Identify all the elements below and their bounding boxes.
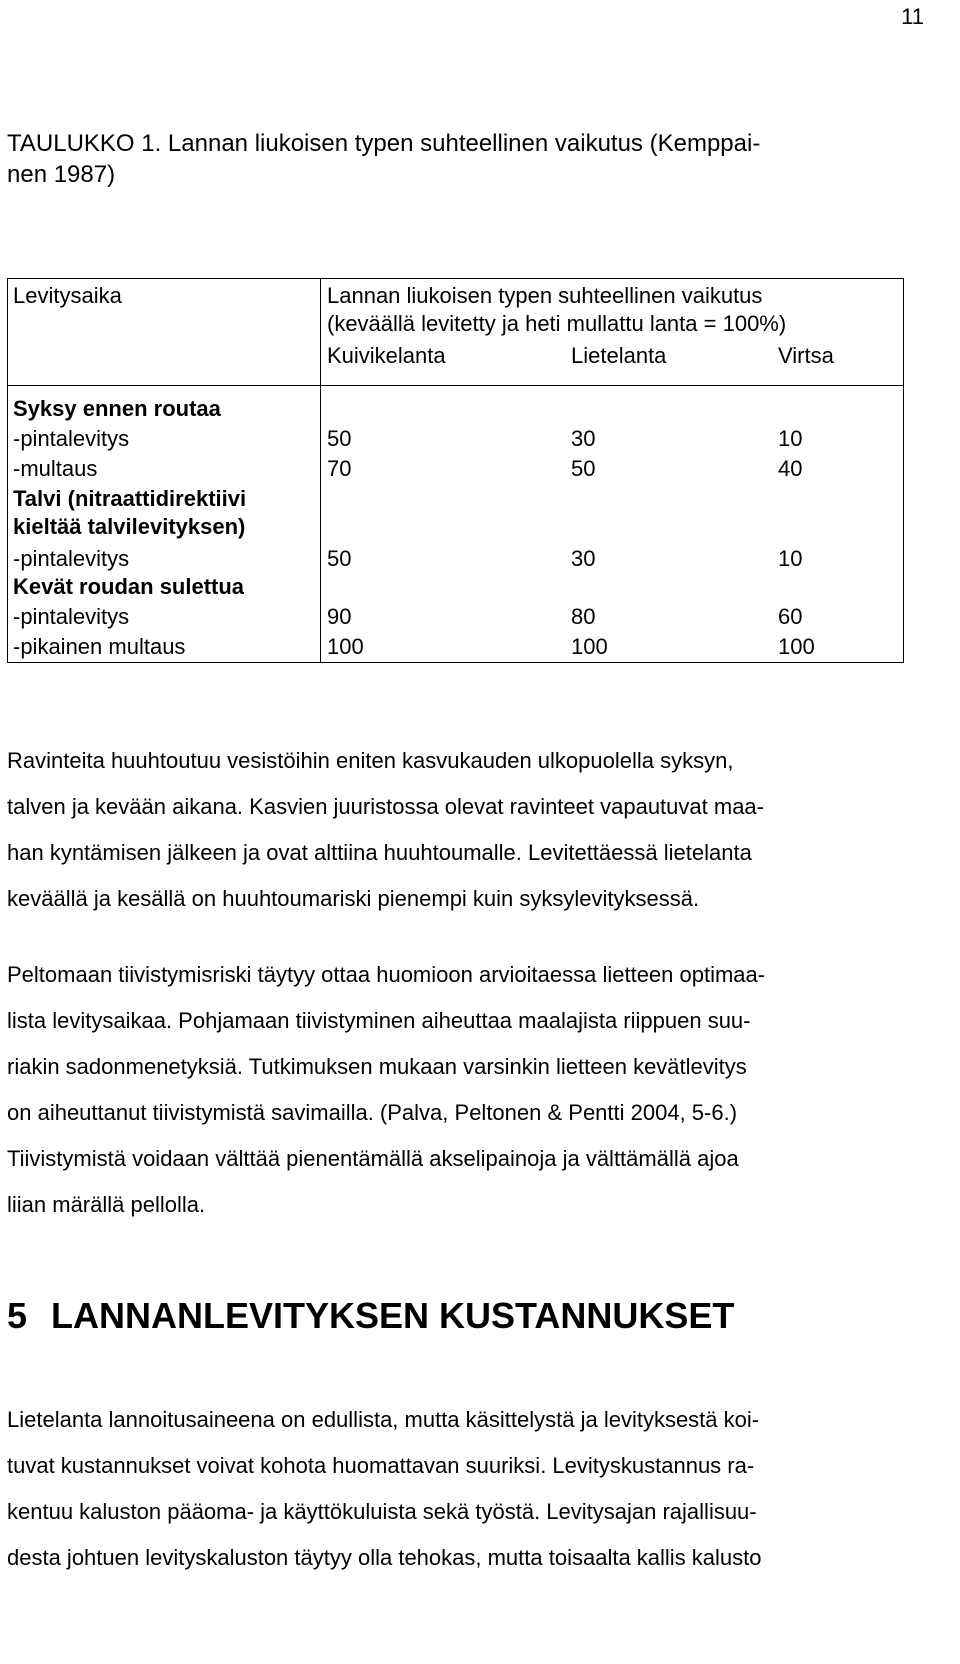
text-line: riakin sadonmenetyksiä. Tutkimuksen mukaan varsinkin lietteen kevätlevitys (7, 1054, 747, 1079)
paragraph-huuhtoutuminen (7, 738, 887, 922)
row-label: -multaus (13, 456, 98, 481)
group-title: Kevät roudan sulettua (13, 574, 245, 599)
cell-kuivikelanta: 70 (327, 456, 352, 481)
row-label: -pintalevitys (13, 604, 130, 629)
table-header-divider (8, 385, 903, 386)
text-line: han kyntämisen jälkeen ja ovat alttiina huuhtoumalle. Levitettäessä lietelanta (7, 840, 752, 865)
page-number: 11 (901, 4, 924, 29)
table-column-divider (320, 279, 321, 662)
text-line: desta johtuen levityskaluston täytyy olla tehokas, mutta toisaalta kallis kalusto (7, 1545, 762, 1570)
table-caption (7, 128, 907, 190)
cell-lietelanta: 50 (571, 456, 596, 481)
text-line: Lietelanta lannoitusaineena on edullista, mutta käsittelystä ja levityksestä koi- (7, 1407, 760, 1432)
text-line: Ravinteita huuhtoutuu vesistöihin eniten kasvukauden ulkopuolella syksyn, (7, 748, 734, 773)
paragraph-tiivistyminen (7, 952, 887, 1228)
text-line: kentuu kaluston pääoma- ja käyttökuluista sekä työstä. Levitysajan rajallisuu- (7, 1499, 757, 1524)
cell-virtsa: 40 (778, 456, 803, 481)
data-table (7, 278, 904, 663)
group-title: Talvi (nitraattidirektiivi (13, 486, 247, 511)
text-line: liian märällä pellolla. (7, 1192, 206, 1217)
text-line: on aiheuttanut tiivistymistä savimailla. (Palva, Peltonen & Pentti 2004, 5-6.) (7, 1100, 738, 1125)
cell-virtsa: 100 (778, 634, 815, 659)
section-title: LANNANLEVITYKSEN KUSTANNUKSET (51, 1295, 735, 1336)
row-label: -pikainen multaus (13, 634, 186, 659)
header-vaikutus-line: Lannan liukoisen typen suhteellinen vaikutus (327, 283, 763, 308)
cell-virtsa: 10 (778, 426, 803, 451)
column-header-kuivikelanta: Kuivikelanta (327, 343, 446, 368)
group-title: Syksy ennen routaa (13, 396, 221, 421)
cell-lietelanta: 100 (571, 634, 608, 659)
column-header-virtsa: Virtsa (778, 343, 834, 368)
cell-kuivikelanta: 90 (327, 604, 352, 629)
text-line: lista levitysaikaa. Pohjamaan tiivistyminen aiheuttaa maalajista riippuen suu- (7, 1008, 751, 1033)
text-line: talven ja kevään aikana. Kasvien juuristossa olevat ravinteet vapautuvat maa- (7, 794, 764, 819)
cell-kuivikelanta: 100 (327, 634, 364, 659)
cell-lietelanta: 30 (571, 426, 596, 451)
caption-line: TAULUKKO 1. Lannan liukoisen typen suhteellinen vaikutus (Kemppai- (7, 130, 761, 157)
section-heading (7, 1295, 734, 1337)
text-line: keväällä ja kesällä on huuhtoumariski pienempi kuin syksylevityksessä. (7, 886, 700, 911)
section-number: 5 (7, 1295, 28, 1336)
cell-virtsa: 10 (778, 546, 803, 571)
cell-lietelanta: 80 (571, 604, 596, 629)
text-line: tuvat kustannukset voivat kohota huomattavan suuriksi. Levityskustannus ra- (7, 1453, 755, 1478)
row-label: -pintalevitys (13, 426, 130, 451)
text-line: Tiivistymistä voidaan välttää pienentämällä akselipainoja ja välttämällä ajoa (7, 1146, 739, 1171)
paragraph-kustannukset (7, 1397, 887, 1581)
cell-virtsa: 60 (778, 604, 803, 629)
cell-kuivikelanta: 50 (327, 426, 352, 451)
text-line: Peltomaan tiivistymisriski täytyy ottaa huomioon arvioitaessa lietteen optimaa- (7, 962, 766, 987)
cell-lietelanta: 30 (571, 546, 596, 571)
column-header-lietelanta: Lietelanta (571, 343, 667, 368)
row-label: -pintalevitys (13, 546, 130, 571)
group-title: kieltää talvilevityksen) (13, 514, 246, 539)
header-vaikutus-line: (keväällä levitetty ja heti mullattu lanta = 100%) (327, 311, 787, 336)
header-levitysaika: Levitysaika (13, 283, 122, 308)
cell-kuivikelanta: 50 (327, 546, 352, 571)
caption-line: nen 1987) (7, 161, 116, 188)
